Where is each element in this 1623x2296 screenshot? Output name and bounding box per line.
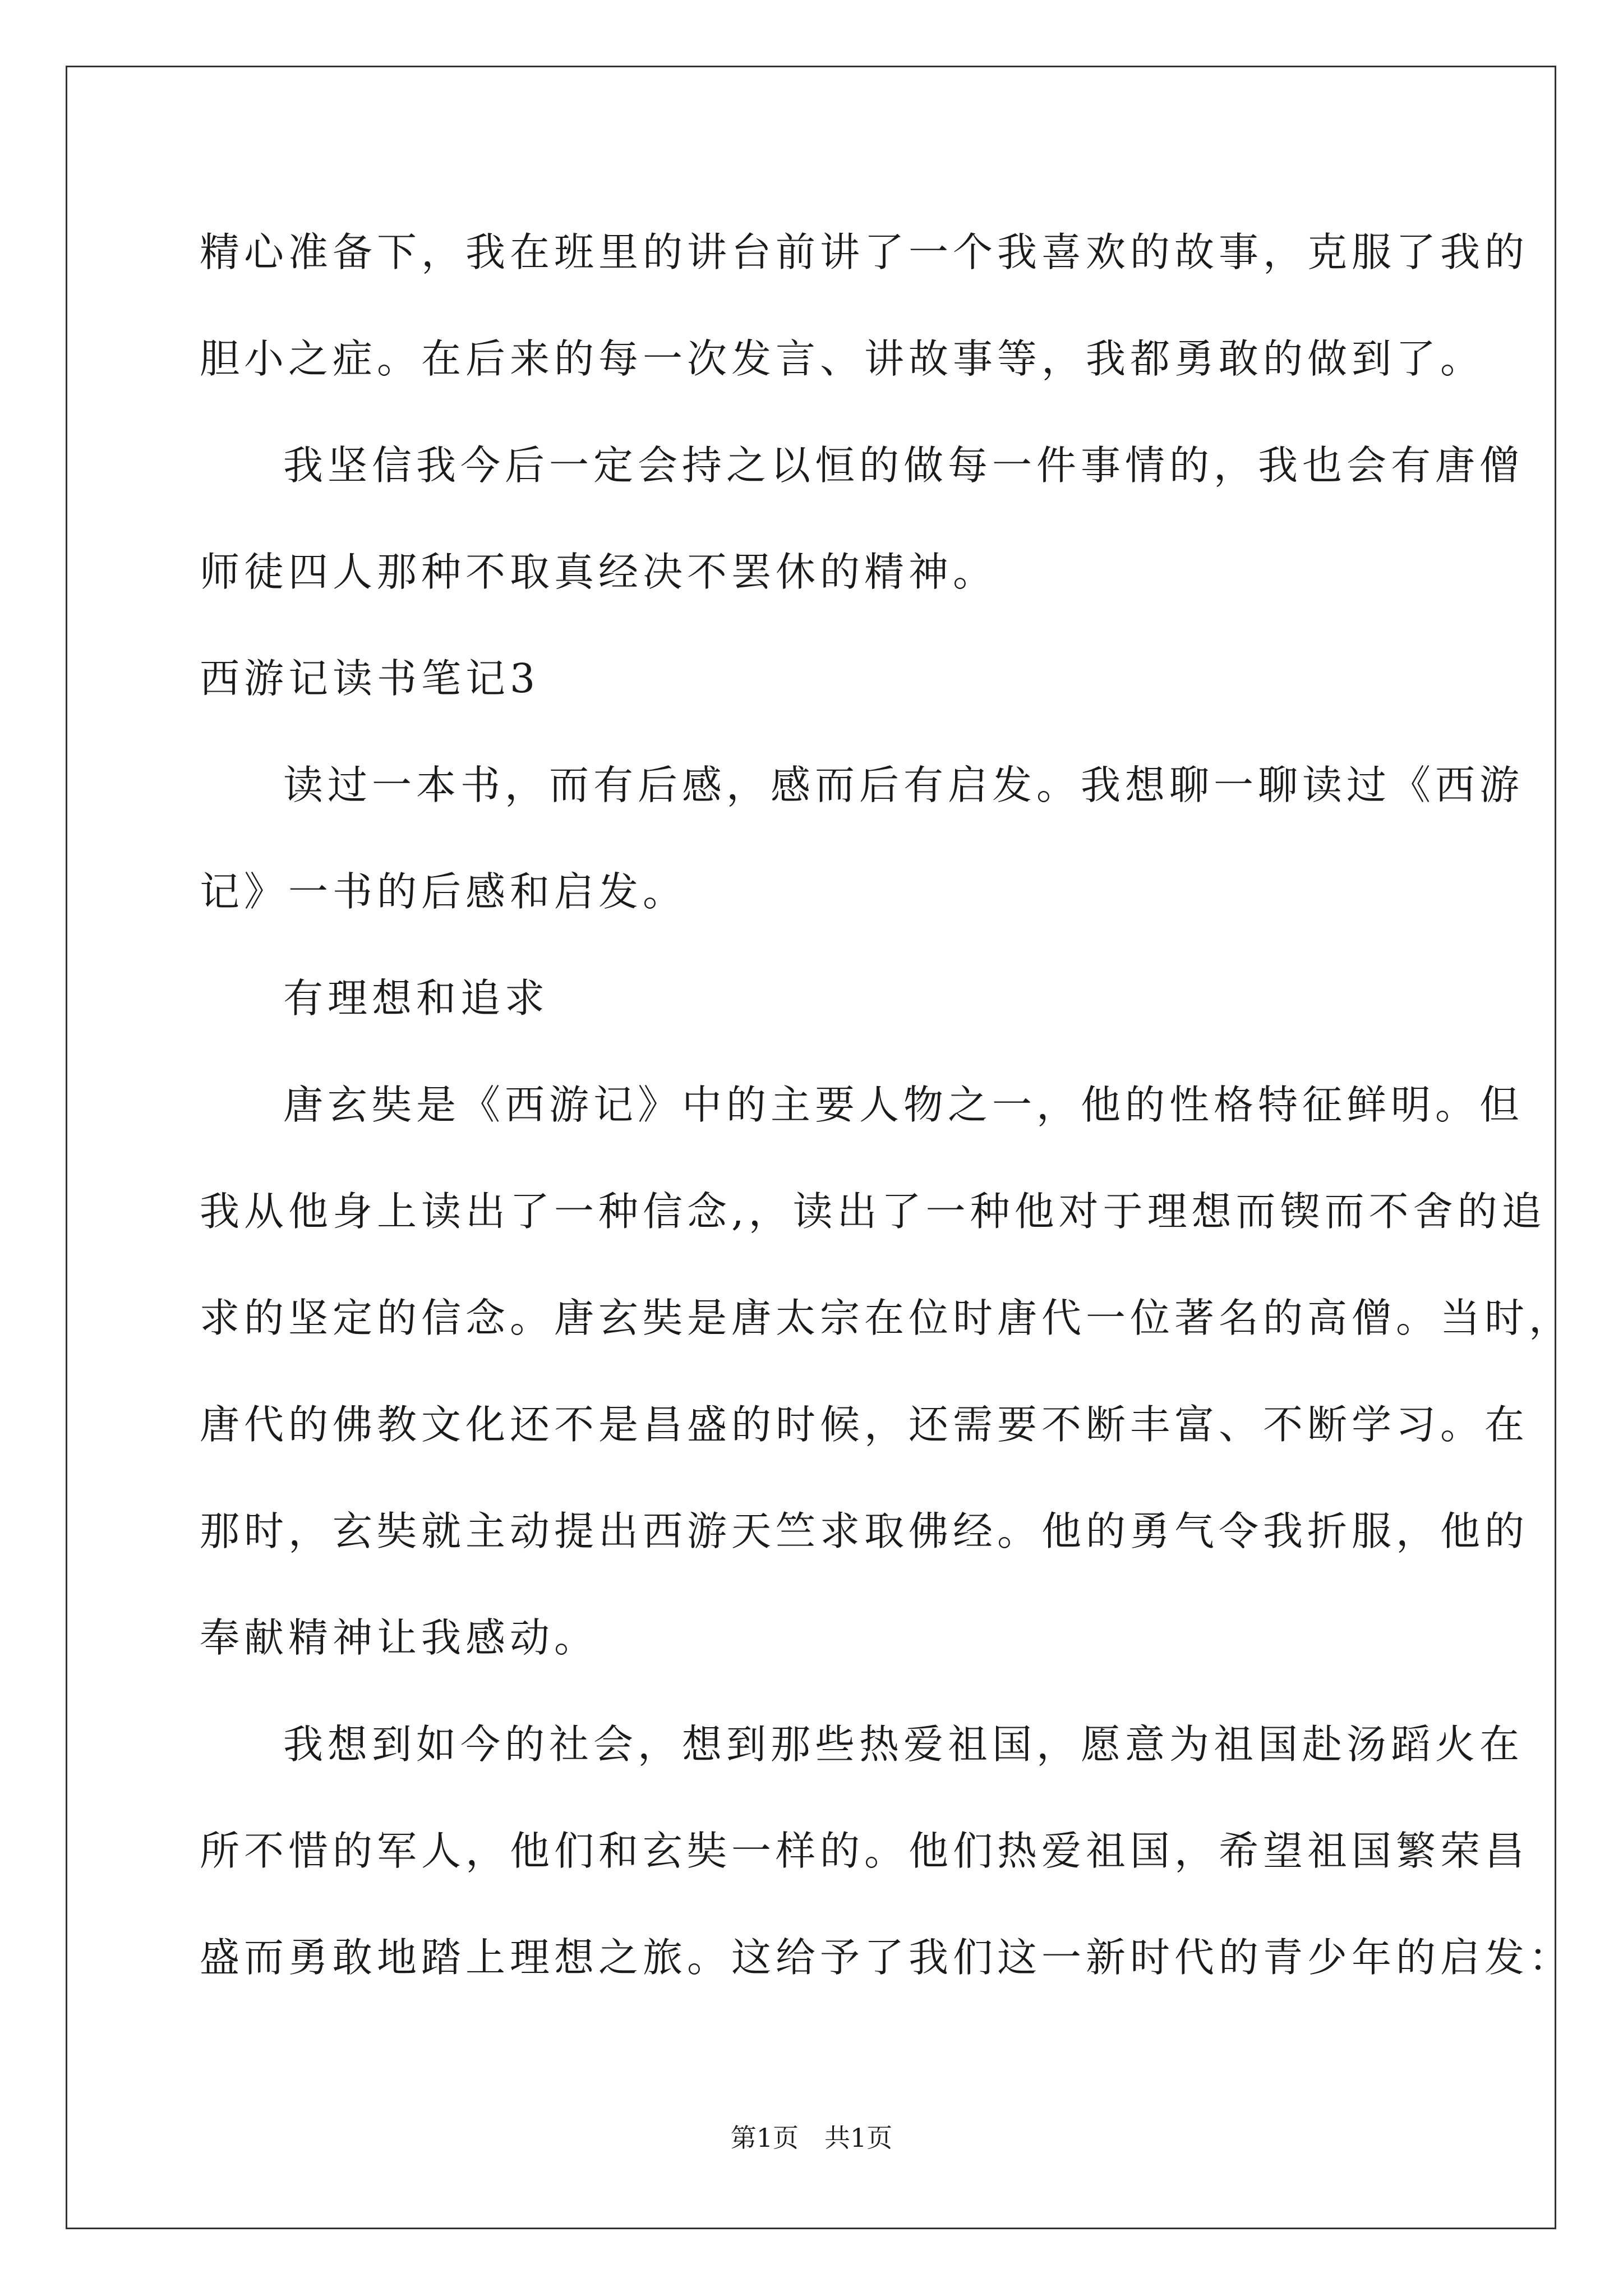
text-line: 求的坚定的信念。唐玄奘是唐太宗在位时唐代一位著名的高僧。当时， bbox=[200, 1295, 1574, 1341]
document-body bbox=[200, 199, 1574, 2011]
text-line: 师徒四人那种不取真经决不罢休的精神。 bbox=[200, 549, 998, 595]
paragraph-start: 我坚信我今后一定会持之以恒的做每一件事情的，我也会有唐僧 bbox=[283, 442, 1524, 489]
text-line: 盛而勇敢地踏上理想之旅。这给予了我们这一新时代的青少年的启发： bbox=[200, 1934, 1574, 1981]
paragraph-start: 读过一本书，而有后感，感而后有启发。我想聊一聊读过《西游 bbox=[283, 762, 1524, 808]
text-line: 胆小之症。在后来的每一次发言、讲故事等，我都勇敢的做到了。 bbox=[200, 335, 1485, 382]
paragraph-start: 唐玄奘是《西游记》中的主要人物之一，他的性格特征鲜明。但 bbox=[283, 1082, 1524, 1128]
text-line: 记》一书的后感和启发。 bbox=[200, 868, 688, 915]
text-line: 所不惜的军人，他们和玄奘一样的。他们热爱祖国，希望祖国繁荣昌 bbox=[200, 1828, 1529, 1874]
page-number-footer: 第1页 共1页 bbox=[730, 2123, 893, 2153]
text-line: 我从他身上读出了一种信念,，读出了一种他对于理想而锲而不舍的追 bbox=[200, 1188, 1546, 1235]
text-line: 那时，玄奘就主动提出西游天竺求取佛经。他的勇气令我折服，他的 bbox=[200, 1508, 1529, 1554]
text-line: 奉献精神让我感动。 bbox=[200, 1614, 599, 1661]
subheading: 有理想和追求 bbox=[283, 975, 550, 1022]
text-line: 精心准备下，我在班里的讲台前讲了一个我喜欢的故事，克服了我的 bbox=[200, 229, 1529, 275]
paragraph-start: 我想到如今的社会，想到那些热爱祖国，愿意为祖国赴汤蹈火在 bbox=[283, 1721, 1524, 1768]
text-line: 唐代的佛教文化还不是昌盛的时候，还需要不断丰富、不断学习。在 bbox=[200, 1401, 1529, 1448]
section-heading: 西游记读书笔记3 bbox=[200, 655, 540, 702]
